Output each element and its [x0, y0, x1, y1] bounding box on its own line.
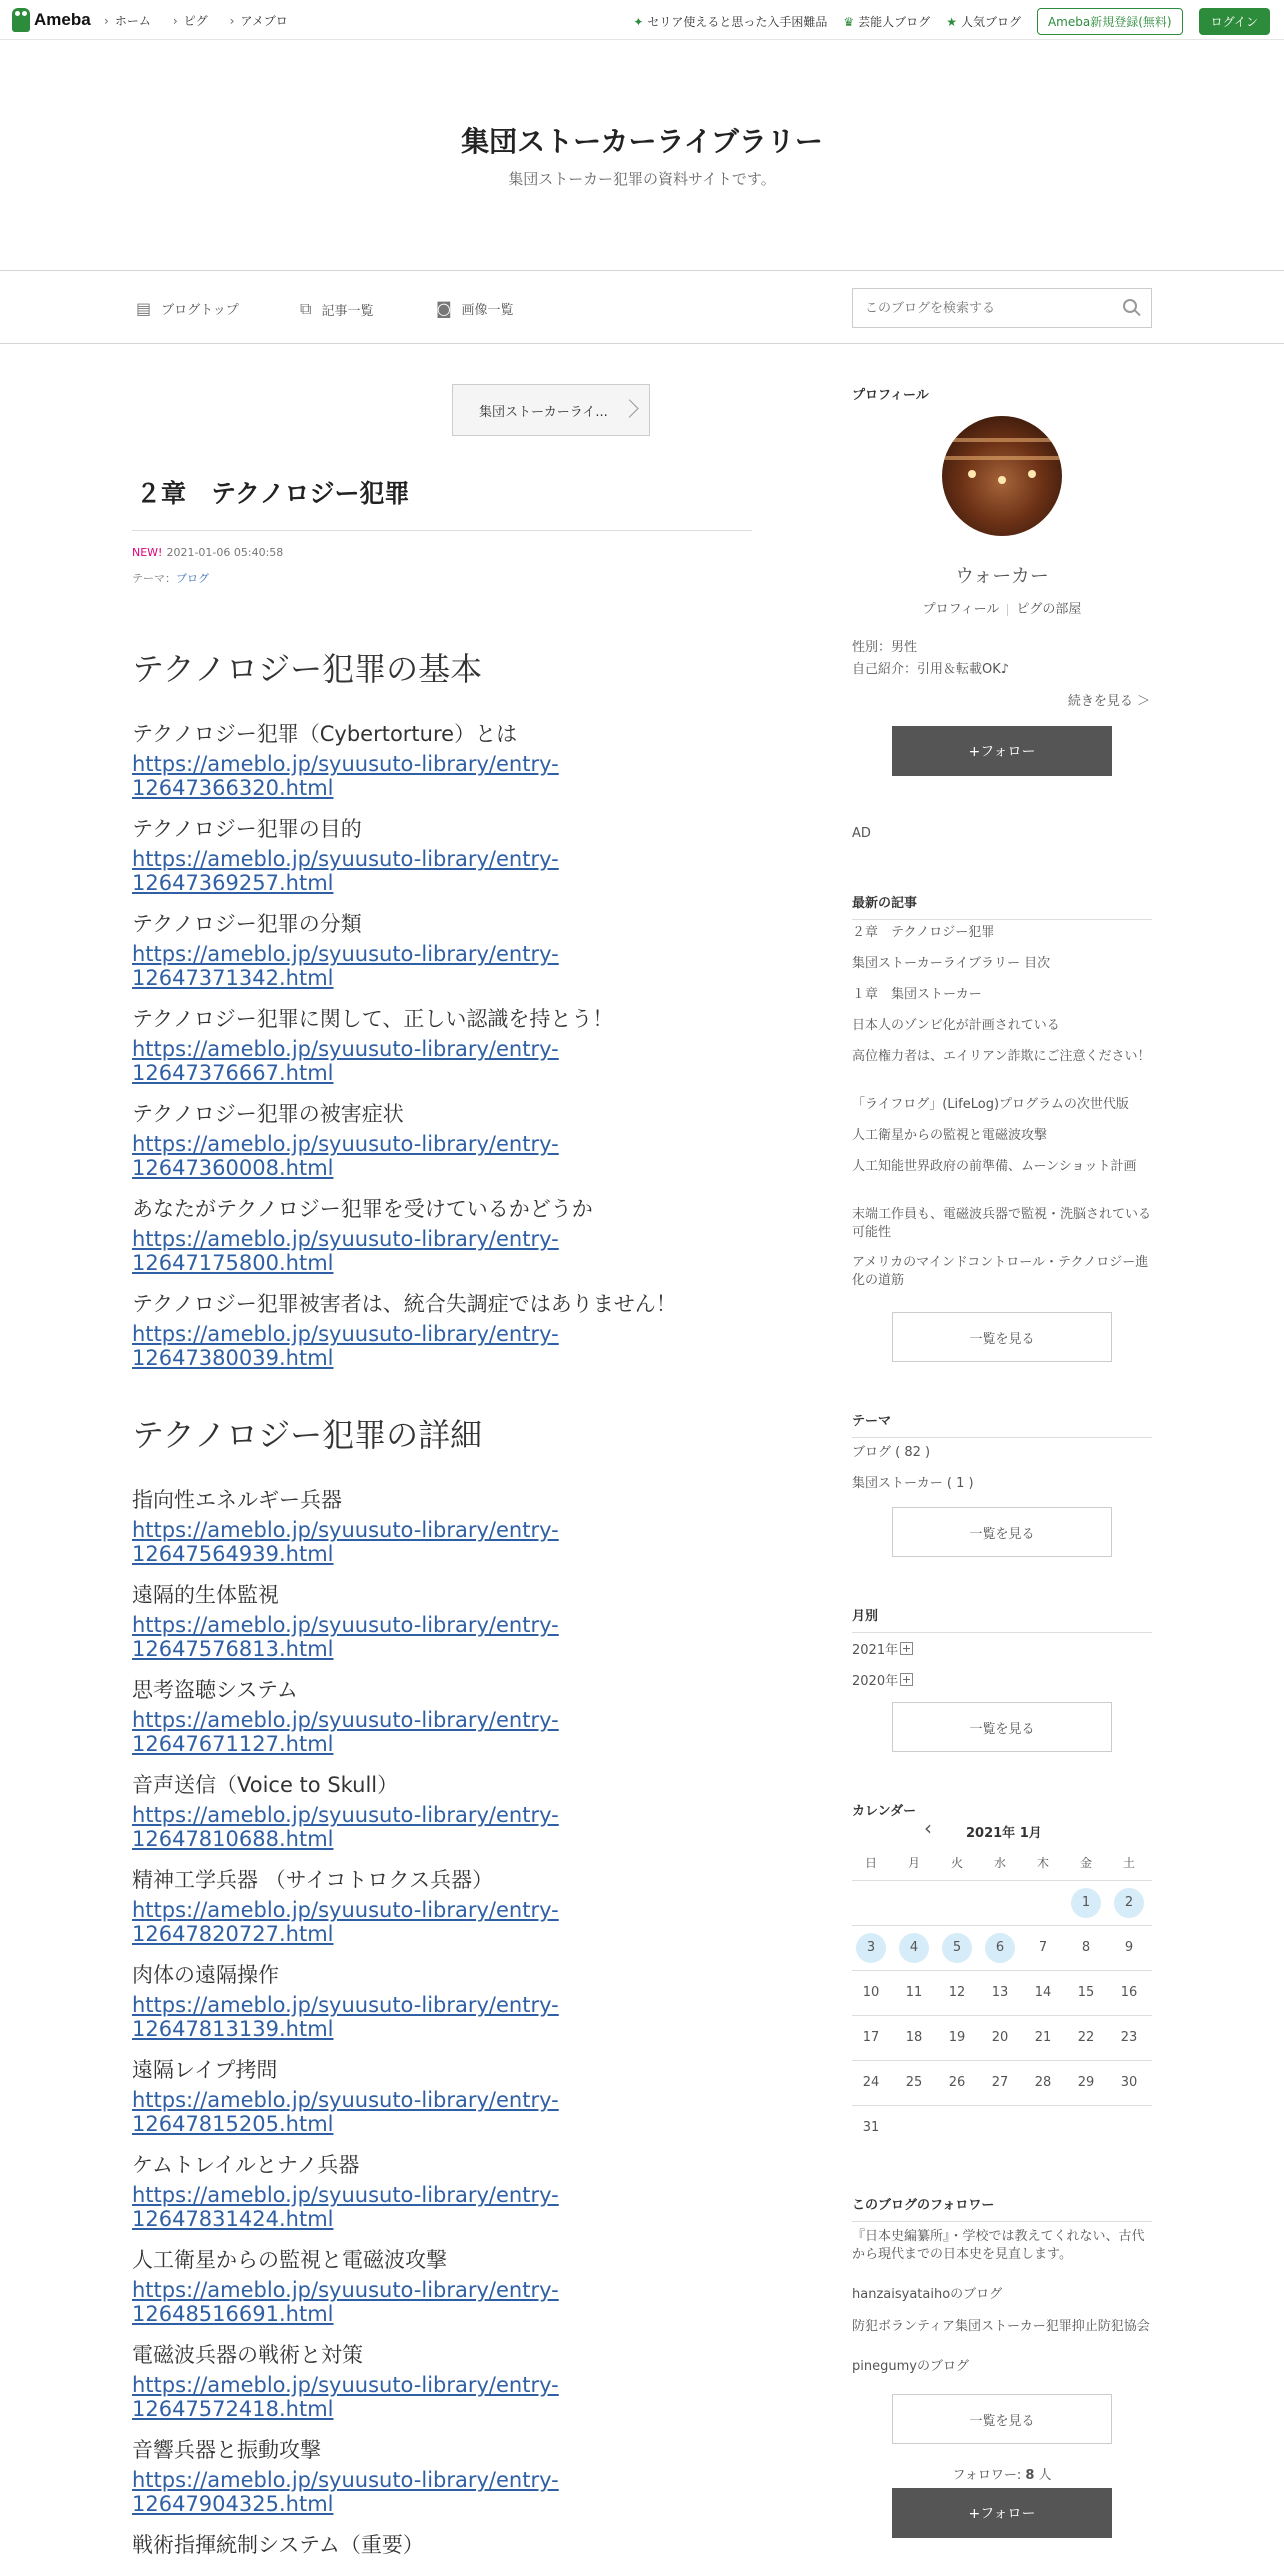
entry-link[interactable]: https://ameblo.jp/syuusuto-library/entry-12647376667.html [132, 1037, 559, 1085]
entry-link-title: テクノロジー犯罪に関して、正しい認識を持とう！ [132, 1007, 614, 1031]
chevron-left-icon[interactable]: ‹ [924, 1816, 932, 1840]
calendar-day: 27 [991, 2075, 1009, 2090]
calendar-day: 18 [905, 2030, 923, 2045]
follower-count-label: フォロワー: [952, 2468, 1026, 2483]
divider [852, 1880, 1152, 1881]
calendar-weekday: 木 [1036, 1856, 1049, 1870]
recent-heading: 最新の記事 [852, 892, 1152, 920]
section-heading: テクノロジー犯罪の基本 [132, 650, 483, 688]
calendar-day: 31 [862, 2120, 880, 2135]
global-header [0, 0, 1284, 40]
recent-article-link[interactable]: １章 集団ストーカー [852, 987, 982, 1002]
calendar-day: 12 [948, 1985, 966, 2000]
profile-name[interactable]: ウォーカー [955, 565, 1049, 587]
search-icon[interactable] [1123, 299, 1137, 313]
crown-icon: ♛ [843, 15, 855, 29]
blog-search [852, 288, 1152, 328]
entry-link-title: 音声送信（Voice to Skull） [132, 1773, 399, 1797]
profile-intro: 自己紹介：引用＆転載OK♪ [852, 662, 1010, 677]
follower-blog-link[interactable]: 『日本史編纂所』・学校では教えてくれない、古代から現代までの日本史を見直します。 [852, 2229, 1145, 2262]
month-item[interactable] [852, 1670, 913, 1689]
month-label: 2021年 [852, 1643, 899, 1658]
follower-blog-link[interactable]: hanzaisyataihoのブログ [852, 2287, 1003, 2302]
calendar-day: 28 [1034, 2075, 1052, 2090]
recent-article-link[interactable]: アメリカのマインドコントロール・テクノロジー進化の道筋 [852, 1255, 1149, 1288]
calendar-day: 14 [1034, 1985, 1052, 2000]
entry-link[interactable]: https://ameblo.jp/syuusuto-library/entry-12647369257.html [132, 847, 559, 895]
entry-link-title: 遠隔レイプ拷問 [132, 2058, 278, 2082]
calendar-weekday: 金 [1079, 1856, 1092, 1870]
month-label: 2020年 [852, 1674, 899, 1689]
entry-link-title: 音響兵器と振動攻撃 [132, 2438, 321, 2462]
calendar-weekday: 火 [950, 1856, 963, 1870]
ad-label: AD [852, 826, 871, 841]
divider [852, 2105, 1152, 2106]
profile-heading: プロフィール [852, 388, 929, 403]
pigg-room-link[interactable]: ピグの部屋 [1016, 602, 1082, 617]
calendar-day[interactable]: 4 [899, 1933, 929, 1963]
calendar-day: 23 [1120, 2030, 1138, 2045]
popular-blog-link[interactable] [946, 13, 1021, 30]
global-right-links [633, 8, 1270, 35]
entry-link-title: 精神工学兵器 （サイコトロクス兵器） [132, 1868, 494, 1892]
section-heading: テクノロジー犯罪の詳細 [132, 1416, 483, 1454]
followers-more-button[interactable]: 一覧を見る [892, 2394, 1112, 2444]
entry-link-title: あなたがテクノロジー犯罪を受けているかどうか [132, 1197, 593, 1221]
calendar-day[interactable]: 2 [1114, 1888, 1144, 1918]
blog-top-link[interactable] [136, 299, 239, 318]
calendar-day: 21 [1034, 2030, 1052, 2045]
calendar-month: 2021年 1月 [966, 1826, 1042, 1841]
login-button[interactable]: ログイン [1199, 8, 1270, 35]
trending-link-label: セリア使えると思った入手困難品 [647, 15, 828, 29]
entry-datetime: 2021-01-06 05:40:58 [166, 546, 284, 559]
entry-link-title: 人工衛星からの監視と電磁波攻撃 [132, 2248, 447, 2272]
entry-link[interactable]: https://ameblo.jp/syuusuto-library/entry-12647904325.html [132, 2468, 559, 2516]
recent-more-button[interactable]: 一覧を見る [892, 1312, 1112, 1362]
calendar-day: 13 [991, 1985, 1009, 2000]
entry-link-title: テクノロジー犯罪（Cybertorture）とは [132, 722, 518, 746]
avatar-detail [968, 470, 976, 478]
theme-item[interactable]: 集団ストーカー ( 1 ) [852, 1476, 974, 1491]
entry-meta [132, 546, 283, 559]
entry-theme-link[interactable]: ブログ [176, 572, 209, 585]
calendar-day: 15 [1077, 1985, 1095, 2000]
profile-avatar[interactable] [942, 416, 1062, 536]
divider [852, 2015, 1152, 2016]
entry-link[interactable]: https://ameblo.jp/syuusuto-library/entry-12647815205.html [132, 2088, 559, 2136]
document-icon: ▤ [136, 299, 152, 318]
profile-link[interactable]: プロフィール [922, 602, 1000, 617]
logo-text: Ameba [34, 10, 91, 29]
entry-link[interactable]: https://ameblo.jp/syuusuto-library/entry-12647572418.html [132, 2373, 559, 2421]
avatar-detail [942, 438, 1062, 442]
chevron-right-icon [621, 395, 641, 425]
calendar-weekday: 月 [907, 1856, 920, 1870]
entry-link[interactable]: https://ameblo.jp/syuusuto-library/entry-12647564939.html [132, 1518, 559, 1566]
nav-pigg-link[interactable]: › ピグ [173, 12, 208, 29]
global-nav [104, 12, 288, 29]
recent-article-link[interactable]: 「ライフログ」(LifeLog)プログラムの次世代版 [852, 1097, 1129, 1112]
calendar-day: 26 [948, 2075, 966, 2090]
theme-pill-button[interactable] [452, 384, 650, 436]
calendar-day: 29 [1077, 2075, 1095, 2090]
entry-link[interactable]: https://ameblo.jp/syuusuto-library/entry-12647380039.html [132, 1322, 559, 1370]
profile-links [852, 598, 1152, 617]
entry-link[interactable]: https://ameblo.jp/syuusuto-library/entry-12648516691.html [132, 2278, 559, 2326]
entry-link-title: テクノロジー犯罪の被害症状 [132, 1102, 404, 1126]
nav-ameblo-link[interactable]: › アメブロ [230, 12, 288, 29]
entry-theme [132, 570, 209, 586]
calendar-day[interactable]: 1 [1071, 1888, 1101, 1918]
entry-link[interactable]: https://ameblo.jp/syuusuto-library/entry-12647810688.html [132, 1803, 559, 1851]
follow-button-bottom[interactable]: +フォロー [892, 2488, 1112, 2538]
entry-theme-label: テーマ： [132, 572, 176, 585]
calendar-day: 22 [1077, 2030, 1095, 2045]
calendar-day[interactable]: 3 [856, 1933, 886, 1963]
copy-icon: ⧉ [300, 299, 312, 318]
follower-count [852, 2464, 1152, 2483]
blog-top-label: ブログトップ [161, 303, 239, 318]
entry-link-title: ケムトレイルとナノ兵器 [132, 2153, 360, 2177]
calendar-day: 30 [1120, 2075, 1138, 2090]
recent-article-link[interactable]: 日本人のゾンビ化が計画されている [852, 1018, 1060, 1033]
celebrity-blog-link[interactable] [843, 13, 930, 30]
entry-list-link[interactable] [300, 299, 373, 319]
calendar-day: 11 [905, 1985, 923, 2000]
entry-title[interactable]: ２章 テクノロジー犯罪 [132, 474, 752, 531]
entry-link-title: 肉体の遠隔操作 [132, 1963, 279, 1987]
calendar-day[interactable]: 6 [985, 1933, 1015, 1963]
calendar-day: 19 [948, 2030, 966, 2045]
entry-link-title: 思考盗聴システム [132, 1678, 298, 1702]
calendar-heading: カレンダー [852, 1804, 917, 1819]
entry-link[interactable]: https://ameblo.jp/syuusuto-library/entry-12647366320.html [132, 752, 559, 800]
new-badge: NEW! [132, 546, 163, 559]
recent-article-link[interactable]: 末端工作員も、電磁波兵器で監視・洗脳されている可能性 [852, 1207, 1152, 1240]
entry-link[interactable]: https://ameblo.jp/syuusuto-library/entry-12647813139.html [132, 1993, 559, 2041]
register-button[interactable]: Ameba新規登録(無料) [1037, 8, 1183, 35]
entry-link[interactable]: https://ameblo.jp/syuusuto-library/entry-12647576813.html [132, 1613, 559, 1661]
blog-header [0, 40, 1284, 270]
recent-article-link[interactable]: 高位権力者は、エイリアン詐欺にご注意ください！ [852, 1049, 1151, 1064]
followers-heading: このブログのフォロワー [852, 2194, 1152, 2222]
follower-count-value: 8 [1025, 2468, 1035, 2483]
divider [852, 2060, 1152, 2061]
calendar-day: 9 [1124, 1940, 1134, 1955]
popular-blog-label: 人気ブログ [960, 15, 1021, 29]
calendar-day: 10 [862, 1985, 880, 2000]
entry-list-label: 記事一覧 [321, 303, 374, 319]
image-list-link[interactable] [436, 299, 514, 318]
divider [1007, 604, 1008, 616]
theme-pill-label: 集団ストーカーライ... [479, 404, 608, 420]
calendar-weekday: 水 [993, 1856, 1006, 1870]
follower-count-unit: 人 [1034, 2468, 1052, 2483]
calendar-day: 24 [862, 2075, 880, 2090]
follow-button[interactable]: +フォロー [892, 726, 1112, 776]
entry-link[interactable]: https://ameblo.jp/syuusuto-library/entry-12647360008.html [132, 1132, 559, 1180]
star-icon: ★ [946, 15, 957, 29]
calendar-day: 8 [1081, 1940, 1091, 1955]
frog-icon [12, 8, 30, 32]
calendar-day: 25 [905, 2075, 923, 2090]
camera-icon: ◙ [436, 299, 452, 318]
recent-article-link[interactable]: 人工衛星からの監視と電磁波攻撃 [852, 1128, 1048, 1143]
sparkle-icon: ✦ [633, 15, 644, 29]
avatar-detail [942, 456, 1062, 460]
calendar-day[interactable]: 5 [942, 1933, 972, 1963]
recent-article-link[interactable]: 集団ストーカーライブラリー 目次 [852, 956, 1051, 971]
avatar-detail [1028, 470, 1036, 478]
image-list-label: 画像一覧 [461, 303, 514, 318]
entry-link[interactable]: https://ameblo.jp/syuusuto-library/entry-12647371342.html [132, 942, 559, 990]
divider [852, 1925, 1152, 1926]
archive-heading: 月別 [852, 1605, 1152, 1633]
entry-link[interactable]: https://ameblo.jp/syuusuto-library/entry-12647820727.html [132, 1898, 559, 1946]
calendar-weekday: 日 [864, 1856, 877, 1870]
recent-article-link[interactable]: 人工知能世界政府の前準備、ムーンショット計画 [852, 1159, 1137, 1174]
calendar-weekday: 土 [1122, 1856, 1135, 1870]
avatar-detail [998, 476, 1006, 484]
follower-blog-link[interactable]: pinegumyのブログ [852, 2359, 969, 2374]
entry-link-title: 戦術指揮統制システム（重要） [132, 2533, 424, 2557]
theme-item[interactable]: ブログ ( 82 ) [852, 1445, 931, 1460]
entry-link[interactable]: https://ameblo.jp/syuusuto-library/entry-12647175800.html [132, 1227, 559, 1275]
profile-gender: 性別：男性 [852, 640, 918, 655]
divider [852, 1970, 1152, 1971]
expand-icon[interactable] [900, 1673, 913, 1686]
expand-icon[interactable] [900, 1642, 913, 1655]
recent-article-link[interactable]: ２章 テクノロジー犯罪 [852, 925, 995, 940]
theme-more-button[interactable]: 一覧を見る [892, 1507, 1112, 1557]
blog-nav [0, 270, 1284, 344]
blog-title[interactable]: 集団ストーカーライブラリー [461, 125, 823, 158]
entry-link-title: 遠隔的生体監視 [132, 1583, 279, 1607]
calendar-day: 7 [1038, 1940, 1048, 1955]
blog-description: 集団ストーカー犯罪の資料サイトです。 [508, 170, 776, 188]
follower-blog-link[interactable]: 防犯ボランティア集団ストーカー犯罪抑止防犯協会 [852, 2319, 1150, 2334]
read-more-link[interactable]: 続きを見る ＞ [1067, 694, 1150, 709]
entry-link-title: テクノロジー犯罪被害者は、統合失調症ではありません！ [132, 1292, 677, 1316]
entry-link-title: テクノロジー犯罪の目的 [132, 817, 362, 841]
blog-search-input[interactable] [853, 289, 1103, 327]
trending-link[interactable] [633, 13, 827, 30]
celebrity-blog-label: 芸能人ブログ [858, 15, 931, 29]
calendar-day: 20 [991, 2030, 1009, 2045]
archive-more-button[interactable]: 一覧を見る [892, 1702, 1112, 1752]
entry-link-title: 指向性エネルギー兵器 [132, 1488, 342, 1512]
entry-link[interactable]: https://ameblo.jp/syuusuto-library/entry-12647831424.html [132, 2183, 559, 2231]
entry-link-title: テクノロジー犯罪の分類 [132, 912, 362, 936]
theme-heading: テーマ [852, 1410, 1152, 1438]
entry-link[interactable]: https://ameblo.jp/syuusuto-library/entry-12647671127.html [132, 1708, 559, 1756]
ameba-logo[interactable] [12, 8, 91, 32]
month-item[interactable] [852, 1639, 913, 1658]
entry-link-title: 電磁波兵器の戦術と対策 [132, 2343, 363, 2367]
nav-home-link[interactable]: › ホーム [104, 12, 151, 29]
calendar-day: 17 [862, 2030, 880, 2045]
calendar-day: 16 [1120, 1985, 1138, 2000]
